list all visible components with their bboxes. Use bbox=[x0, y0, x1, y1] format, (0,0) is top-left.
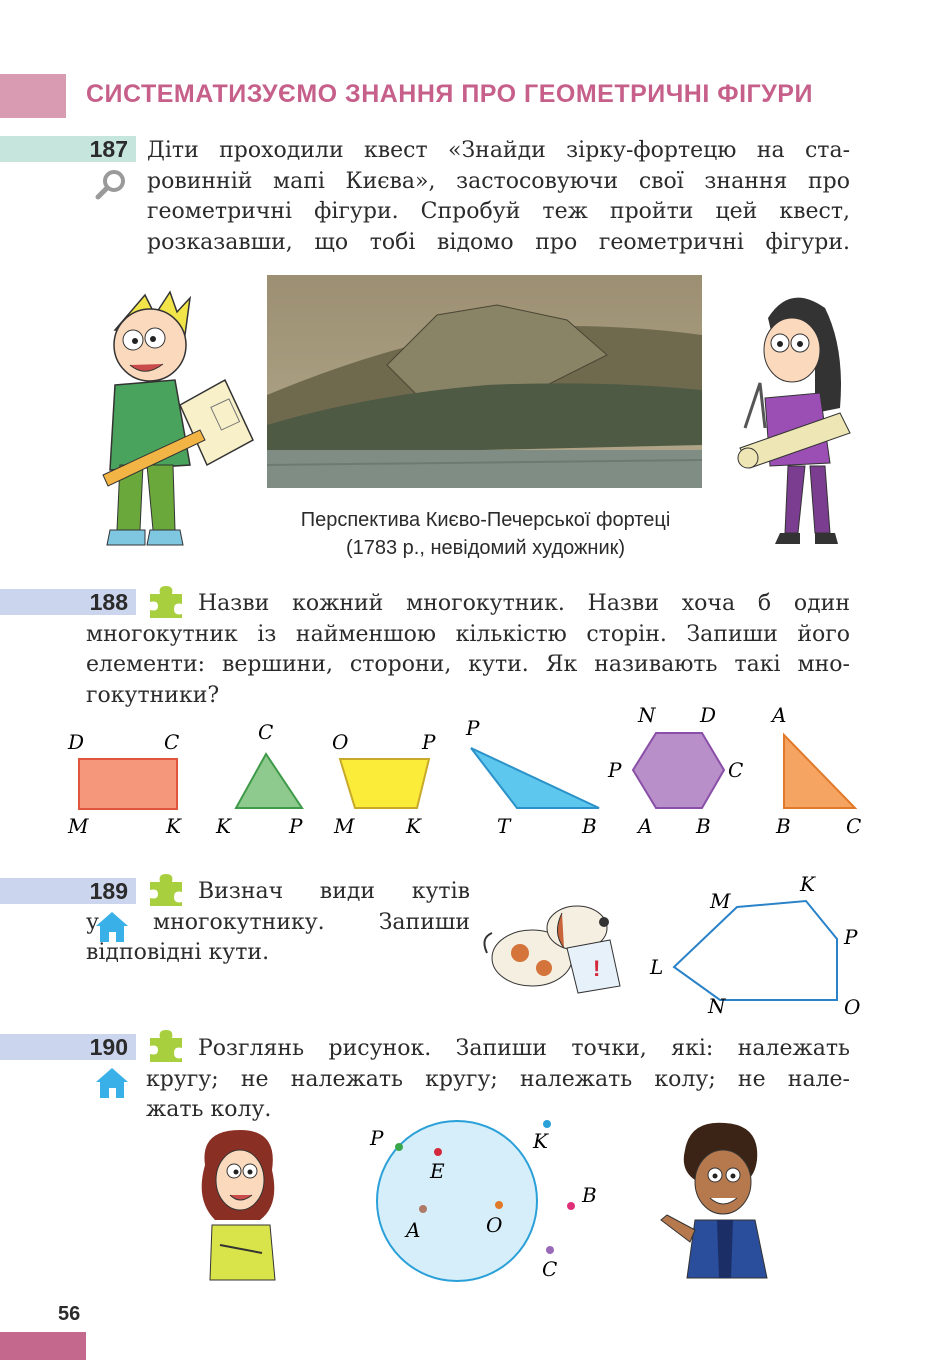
text-line: геометричні фігури. Спробуй теж пройти цей квест, bbox=[147, 199, 850, 224]
vertex-label: B bbox=[582, 814, 597, 838]
vertex-label: K bbox=[800, 872, 815, 896]
circle-figure bbox=[360, 1115, 600, 1290]
svg-text:!: ! bbox=[593, 956, 601, 981]
point-label: E bbox=[430, 1159, 445, 1183]
vertex-label: B bbox=[776, 814, 791, 838]
point-label: C bbox=[542, 1257, 558, 1281]
header-accent-bar bbox=[0, 74, 66, 118]
point-marker bbox=[419, 1205, 427, 1213]
point-label: K bbox=[533, 1129, 548, 1153]
vertex-label: M bbox=[710, 889, 731, 913]
text-line: елементи: вершини, сторони, кути. Як називають такі мно- bbox=[86, 652, 850, 677]
task-number: 187 bbox=[89, 136, 128, 162]
task-text bbox=[86, 589, 850, 711]
vertex-label: L bbox=[650, 955, 664, 979]
fortress-map-image bbox=[267, 275, 702, 488]
triangle-shape bbox=[236, 754, 302, 808]
vertex-label: A bbox=[772, 705, 787, 727]
hexagon-shape bbox=[633, 733, 724, 808]
vertex-label: C bbox=[164, 730, 180, 754]
polygons-figure bbox=[60, 705, 870, 840]
text-line: жать колу. bbox=[146, 1097, 272, 1122]
trapezoid-shape bbox=[340, 759, 429, 808]
point-marker bbox=[434, 1148, 442, 1156]
polygon-figure bbox=[640, 870, 870, 1020]
vertex-label: P bbox=[422, 730, 436, 754]
text-line: у многокутнику. Запиши bbox=[86, 909, 470, 935]
curly-girl-illustration bbox=[190, 1125, 290, 1285]
vertex-label: M bbox=[68, 814, 89, 838]
text-line: многокутник із найменшою кількістю сторін. Запиши його bbox=[86, 621, 850, 647]
text-line: Назви кожний многокутник. Назви хоча б один bbox=[198, 591, 850, 616]
caption-line: Перспектива Києво-Печерської фортеці bbox=[300, 509, 671, 531]
text-line: Діти проходили квест «Знайди зірку-фортецю на ста- bbox=[147, 138, 850, 163]
puzzle-icon bbox=[146, 872, 186, 908]
vertex-label: P bbox=[844, 925, 858, 949]
vertex-label: K bbox=[216, 814, 231, 838]
vertex-label: C bbox=[846, 814, 862, 838]
vertex-label: C bbox=[258, 720, 274, 744]
caption-line: (1783 р., невідомий художник) bbox=[345, 537, 626, 559]
girl-illustration bbox=[730, 288, 870, 550]
vertex-label: K bbox=[406, 814, 421, 838]
point-label: P bbox=[370, 1126, 384, 1150]
task-number: 189 bbox=[89, 878, 128, 904]
vertex-label: P bbox=[289, 814, 303, 838]
right-triangle-shape bbox=[784, 735, 855, 808]
vertex-label: C bbox=[728, 758, 744, 782]
magnifier-icon bbox=[94, 168, 128, 200]
house-icon bbox=[94, 1066, 130, 1100]
obtuse-triangle-shape bbox=[471, 748, 599, 808]
point-label: A bbox=[406, 1218, 421, 1242]
dog-illustration bbox=[482, 898, 632, 994]
text-line: Розглянь рисунок. Запиши точки, які: належать bbox=[198, 1036, 850, 1061]
task-number: 188 bbox=[89, 589, 128, 615]
map-caption bbox=[268, 506, 703, 562]
vertex-label: O bbox=[332, 730, 349, 754]
section-title: СИСТЕМАТИЗУЄМО ЗНАННЯ ПРО ГЕОМЕТРИЧНІ ФІГУРИ bbox=[86, 80, 813, 108]
text-line: відповідні кути. bbox=[86, 940, 270, 965]
boy-illustration bbox=[95, 290, 255, 550]
task-text bbox=[147, 136, 850, 258]
point-marker bbox=[543, 1120, 551, 1128]
text-line: ровинній мапі Києва», застосовуючи свої знання про bbox=[147, 168, 850, 194]
vertex-label: P bbox=[466, 716, 480, 740]
text-line: Визнач види кутів bbox=[198, 879, 470, 904]
point-marker bbox=[546, 1246, 554, 1254]
vertex-label: T bbox=[497, 814, 511, 838]
point-marker bbox=[567, 1202, 575, 1210]
vertex-label: D bbox=[68, 730, 85, 754]
vertex-label: D bbox=[700, 705, 717, 727]
task-text bbox=[146, 1034, 850, 1126]
vertex-label: B bbox=[696, 814, 711, 838]
text-line: кругу; не належать кругу; належать колу; не нале- bbox=[146, 1066, 850, 1092]
text-line: гокутники? bbox=[86, 682, 220, 708]
point-marker bbox=[495, 1201, 503, 1209]
vertex-label: O bbox=[844, 995, 861, 1019]
page-number: 56 bbox=[58, 1303, 81, 1325]
point-label: O bbox=[486, 1213, 503, 1237]
vertex-label: K bbox=[166, 814, 181, 838]
curly-boy-illustration bbox=[655, 1120, 785, 1280]
footer-accent-bar bbox=[0, 1332, 86, 1360]
rectangle-shape bbox=[79, 759, 177, 809]
vertex-label: P bbox=[608, 758, 622, 782]
vertex-label: N bbox=[708, 994, 726, 1018]
vertex-label: M bbox=[334, 814, 355, 838]
text-line: розказавши, що тобі відомо про геометричні фігури. bbox=[147, 229, 850, 255]
point-label: B bbox=[582, 1183, 597, 1207]
point-marker bbox=[395, 1143, 403, 1151]
polygon-shape bbox=[674, 901, 837, 1000]
task-number: 190 bbox=[89, 1034, 128, 1060]
vertex-label: N bbox=[638, 705, 656, 727]
vertex-label: A bbox=[638, 814, 653, 838]
